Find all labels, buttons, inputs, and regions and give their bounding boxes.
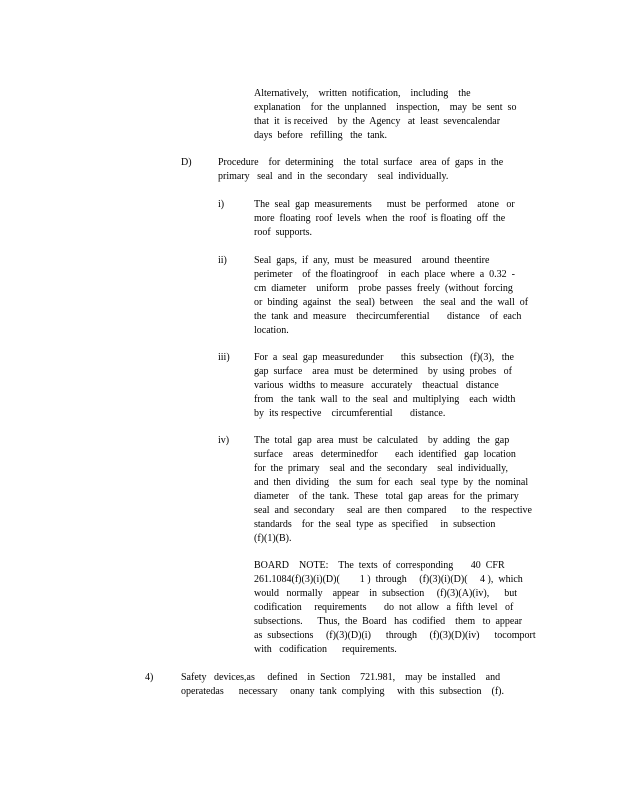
text-line: from the tank wall to the seal and multiplying each width (254, 394, 516, 405)
text-line: surface areas determinedfor each identified gap location (254, 449, 516, 460)
text-line: that it is received by the Agency at least sevencalendar (254, 116, 501, 127)
text-line: perimeter of the floatingroof in each place where a 0.32 - (254, 269, 516, 280)
text-line: days before refilling the tank. (254, 130, 388, 141)
text-line: BOARD NOTE: The texts of corresponding 40 CFR (254, 560, 505, 571)
text-line: the tank and measure thecircumferential distance of each (254, 311, 522, 322)
item-iv-label: iv) (218, 435, 230, 446)
text-line: diameter of the tank. These total gap areas for the primary (254, 491, 519, 502)
text-line: For a seal gap measuredunder this subsection (f)(3), the (254, 352, 514, 363)
item-iii-label: iii) (218, 352, 230, 363)
text-line: would normally appear in subsection (f)(3)(A)(iv), but (254, 588, 517, 599)
board-note (254, 559, 536, 657)
text-line: operatedas necessary onany tank complying with this subsection (f). (181, 686, 504, 697)
text-line: gap surface area must be determined by using probes of (254, 366, 512, 377)
text-line: with codification requirements. (254, 644, 397, 655)
text-line: Safety devices,as defined in Section 721.981, may be installed and (181, 672, 501, 683)
text-line: roof supports. (254, 227, 313, 238)
text-line: cm diameter uniform probe passes freely (without forcing (254, 283, 513, 294)
text-line: or binding against the seal) between the seal and the wall of (254, 297, 529, 308)
text-line: (f)(1)(B). (254, 533, 292, 544)
text-line: explanation for the unplanned inspection, may be sent so (254, 102, 517, 113)
text-line: The total gap area must be calculated by adding the gap (254, 435, 510, 446)
text-line: Alternatively, written notification, including the (254, 88, 471, 99)
text-line: codification requirements do not allow a fifth level of (254, 602, 514, 613)
text-line: by its respective circumferential distance. (254, 408, 446, 419)
section-d-heading (218, 156, 503, 184)
section-4-paragraph (181, 671, 504, 699)
text-line: seal and secondary seal are then compared to the respective (254, 505, 532, 516)
text-line: as subsections (f)(3)(D)(i) through (f)(3)(D)(iv) tocomport (254, 630, 536, 641)
text-line: Procedure for determining the total surface area of gaps in the (218, 157, 504, 168)
text-line: primary seal and in the secondary seal individually. (218, 171, 449, 182)
intro-paragraph (254, 87, 516, 143)
text-line: standards for the seal type as specified in subsection (254, 519, 496, 530)
text-line: subsections. Thus, the Board has codified them to appear (254, 616, 523, 627)
section-4-label: 4) (145, 672, 154, 683)
item-i-label: i) (218, 199, 225, 210)
text-line: Seal gaps, if any, must be measured around theentire (254, 255, 490, 266)
text-line: and then dividing the sum for each seal type by the nominal (254, 477, 529, 488)
text-line: various widths to measure accurately theactual distance (254, 380, 499, 391)
section-d-label: D) (181, 157, 192, 168)
item-i-paragraph (254, 198, 515, 240)
text-line: for the primary seal and the secondary seal individually, (254, 463, 508, 474)
text-line: location. (254, 325, 289, 336)
item-iv-paragraph (254, 434, 532, 546)
item-ii-label: ii) (218, 255, 227, 266)
text-line: more floating roof levels when the roof is floating off the (254, 213, 506, 224)
text-line: 261.1084(f)(3)(i)(D)( 1 ) through (f)(3)(i)(D)( 4 ), which (254, 574, 523, 585)
item-ii-paragraph (254, 254, 528, 338)
text-line: The seal gap measurements must be performed atone or (254, 199, 515, 210)
item-iii-paragraph (254, 351, 515, 421)
